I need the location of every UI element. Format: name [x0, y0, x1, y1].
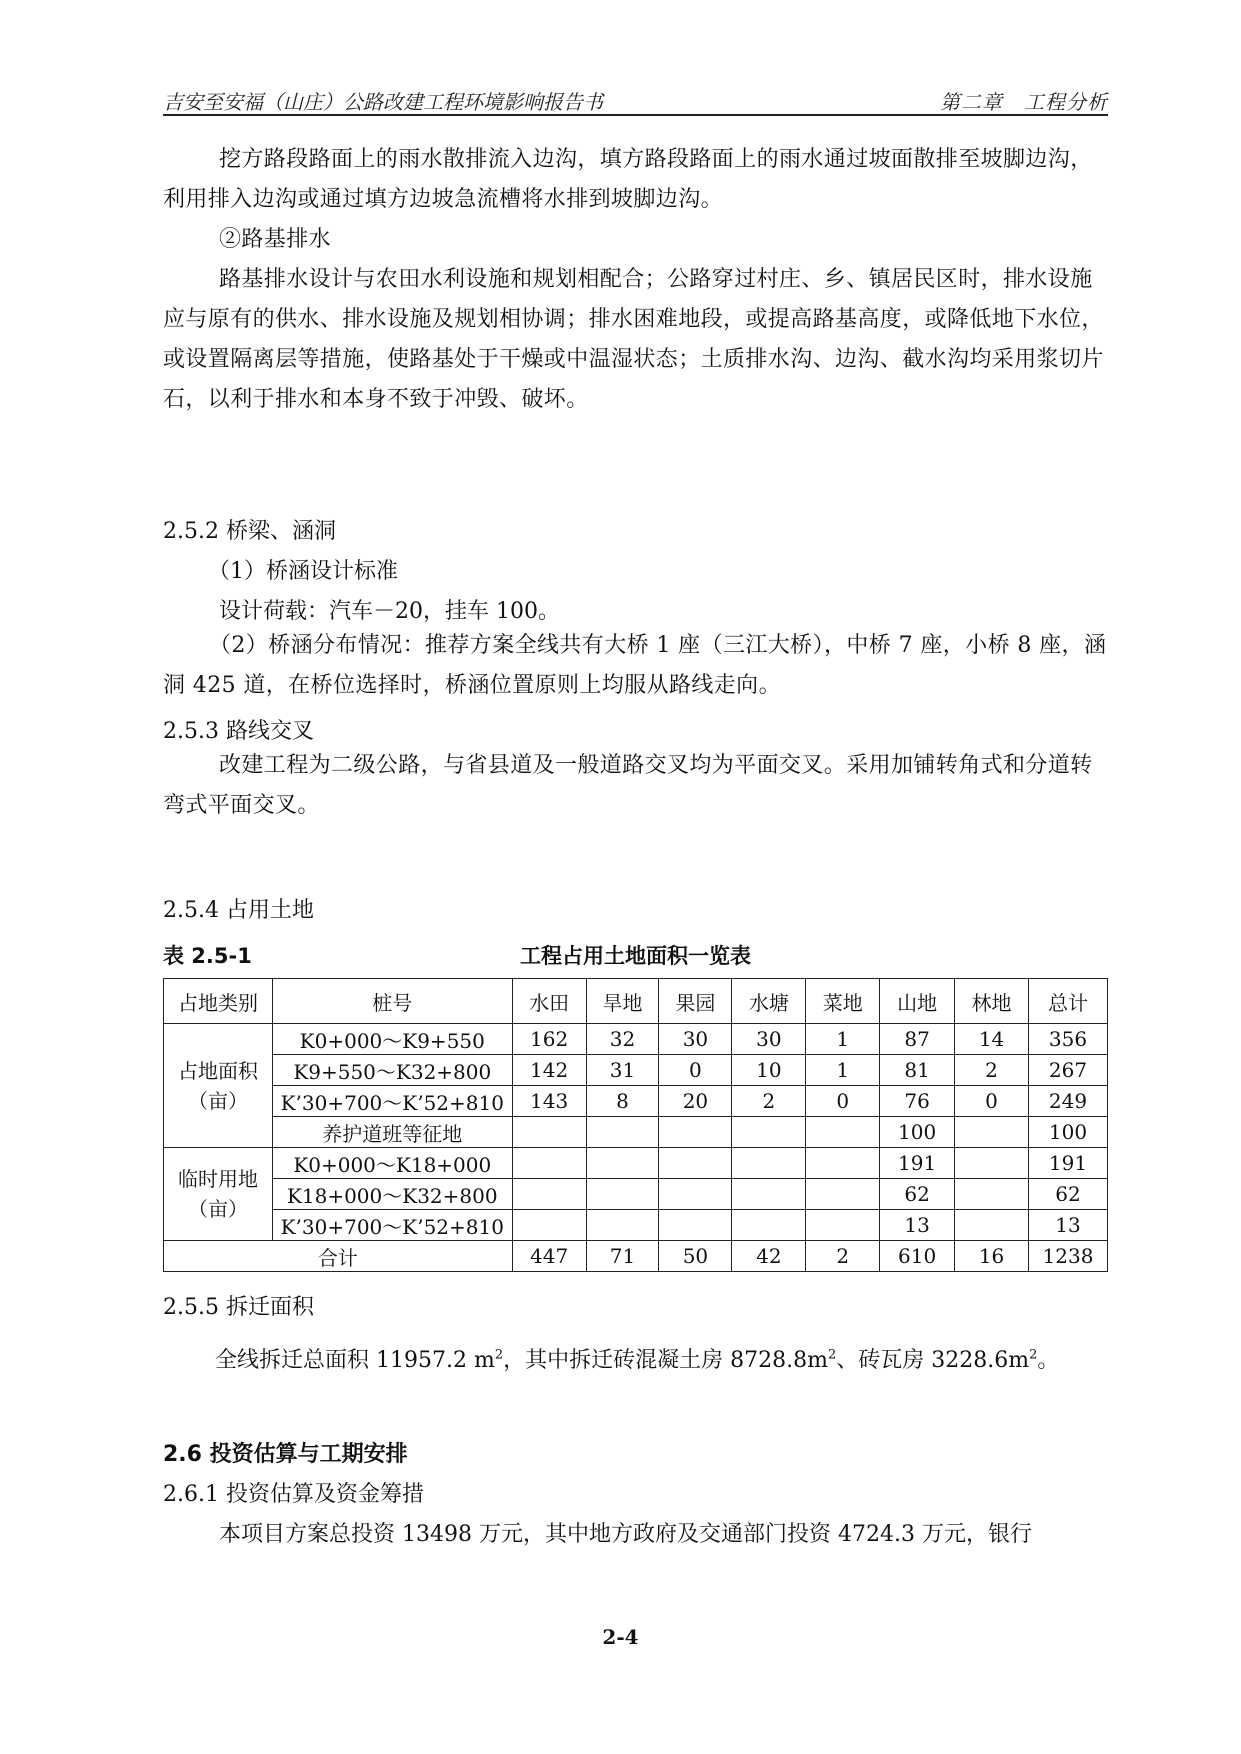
- category-permanent: [164, 1024, 273, 1148]
- table-cell: 32: [586, 1024, 659, 1055]
- table-cell: 1: [806, 1024, 880, 1055]
- superscript-2: 2: [1029, 1347, 1038, 1363]
- table-cell: 191: [1029, 1148, 1108, 1179]
- table-cell: K’30+700～K’52+810: [272, 1086, 512, 1117]
- category-permanent-line1: 占地面积: [177, 1058, 258, 1083]
- table-cell: [955, 1117, 1029, 1148]
- header-title: 吉安至安福（山庄）公路改建工程环境影响报告书: [163, 90, 603, 114]
- table-cell: 42: [732, 1241, 806, 1272]
- header-orchard: 果园: [659, 979, 732, 1024]
- table-cell: [806, 1117, 880, 1148]
- table-row: [164, 1148, 1108, 1179]
- header-rule: [163, 114, 1108, 116]
- table-title: 工程占用土地面积一览表: [520, 944, 751, 968]
- header-forest: 林地: [955, 979, 1029, 1024]
- table-row: [164, 1086, 1108, 1117]
- table-cell: 2: [955, 1055, 1029, 1086]
- table-cell: 249: [1029, 1086, 1108, 1117]
- category-permanent-line2: （亩）: [187, 1088, 248, 1113]
- table-cell: [955, 1148, 1029, 1179]
- header-dryland: 旱地: [586, 979, 659, 1024]
- table-cell: 100: [1029, 1117, 1108, 1148]
- table-cell: [512, 1148, 586, 1179]
- table-cell: 191: [880, 1148, 955, 1179]
- table-cell: 50: [659, 1241, 732, 1272]
- table-cell: 0: [806, 1086, 880, 1117]
- paragraph-road-crossing: 改建工程为二级公路，与省县道及一般道路交叉均为平面交叉。采用加铺转角式和分道转弯式平面交叉。: [163, 753, 1093, 818]
- table-row: [164, 1210, 1108, 1241]
- table-cell: [512, 1179, 586, 1210]
- header-station: 桩号: [272, 979, 512, 1024]
- table-cell: [659, 1148, 732, 1179]
- table-cell: 20: [659, 1086, 732, 1117]
- table-cell: [659, 1117, 732, 1148]
- table-cell: 87: [880, 1024, 955, 1055]
- table-cell: [955, 1210, 1029, 1241]
- table-cell: [659, 1210, 732, 1241]
- table-row: [164, 1055, 1108, 1086]
- table-cell: 81: [880, 1055, 955, 1086]
- table-cell: [659, 1179, 732, 1210]
- item-bridge-design-standard: （1）桥涵设计标准: [208, 559, 398, 584]
- table-cell: K9+550～K32+800: [272, 1055, 512, 1086]
- table-cell: [512, 1210, 586, 1241]
- table-cell: 100: [880, 1117, 955, 1148]
- table-cell: 1238: [1029, 1241, 1108, 1272]
- table-cell: 30: [732, 1024, 806, 1055]
- paragraph-demolition-area: [215, 1343, 1059, 1374]
- table-cell: 267: [1029, 1055, 1108, 1086]
- table-cell: K0+000～K9+550: [272, 1024, 512, 1055]
- section-2-5-2-heading: 2.5.2 桥梁、涵洞: [163, 519, 336, 544]
- table-cell: [806, 1179, 880, 1210]
- table-cell: [586, 1179, 659, 1210]
- table-label: 表 2.5-1: [163, 944, 252, 968]
- table-cell: 143: [512, 1086, 586, 1117]
- table-cell: 1: [806, 1055, 880, 1086]
- table-cell: 610: [880, 1241, 955, 1272]
- table-cell: 76: [880, 1086, 955, 1117]
- table-cell: 13: [1029, 1210, 1108, 1241]
- table-cell: 0: [955, 1086, 1029, 1117]
- table-cell: 8: [586, 1086, 659, 1117]
- table-row: [164, 1024, 1108, 1055]
- table-cell: 30: [659, 1024, 732, 1055]
- table-cell: 447: [512, 1241, 586, 1272]
- table-cell: [732, 1117, 806, 1148]
- header-vegetable: 菜地: [806, 979, 880, 1024]
- table-cell: 142: [512, 1055, 586, 1086]
- header-total: 总计: [1029, 979, 1108, 1024]
- table-cell: 2: [732, 1086, 806, 1117]
- table-cell: 62: [1029, 1179, 1108, 1210]
- demolition-text-1: 全线拆迁总面积 11957.2 m: [215, 1348, 495, 1373]
- paragraph-investment: 本项目方案总投资 13498 万元，其中地方政府及交通部门投资 4724.3 万元，银行: [219, 1522, 1032, 1547]
- section-2-6-heading: 2.6 投资估算与工期安排: [163, 1442, 408, 1467]
- category-temporary: [164, 1148, 273, 1241]
- table-cell: K’30+700～K’52+810: [272, 1210, 512, 1241]
- table-row: [164, 1179, 1108, 1210]
- header-hill: 山地: [880, 979, 955, 1024]
- table-cell: 62: [880, 1179, 955, 1210]
- header-pond: 水塘: [732, 979, 806, 1024]
- total-label: 合计: [164, 1241, 513, 1272]
- superscript-2: 2: [827, 1347, 837, 1363]
- demolition-text-4: 。: [1037, 1348, 1060, 1373]
- table-cell: K0+000～K18+000: [272, 1148, 512, 1179]
- table-cell: 2: [806, 1241, 880, 1272]
- section-2-5-4-heading: 2.5.4 占用土地: [163, 898, 314, 923]
- table-cell: 0: [659, 1055, 732, 1086]
- table-cell: K18+000～K32+800: [272, 1179, 512, 1210]
- table-cell: [732, 1179, 806, 1210]
- category-temporary-line2: （亩）: [187, 1197, 248, 1221]
- section-2-5-3-heading: 2.5.3 路线交叉: [163, 719, 314, 744]
- header-category: 占地类别: [164, 979, 273, 1024]
- table-row: [164, 1117, 1108, 1148]
- table-cell: 356: [1029, 1024, 1108, 1055]
- superscript-2: 2: [494, 1347, 504, 1363]
- land-use-table: [163, 978, 1108, 1272]
- demolition-text-3: 、砖瓦房 3228.6m: [836, 1348, 1030, 1373]
- header-chapter: 第二章 工程分析: [940, 90, 1108, 114]
- table-cell: [955, 1179, 1029, 1210]
- paragraph-surface-drainage: 挖方路段路面上的雨水散排流入边沟，填方路段路面上的雨水通过坡面散排至坡脚边沟，利用排入边沟或通过填方边坡急流槽将水排到坡脚边沟。: [163, 147, 1093, 212]
- paragraph-subgrade-drainage: 路基排水设计与农田水利设施和规划相配合；公路穿过村庄、乡、镇居民区时，排水设施应与原有的供水、排水设施及规划相协调；排水困难地段，或提高路基高度，或降低地下水位，或设置隔离层等措施，使路基处于干燥或中温湿状态；土质排水沟、边沟、截水沟均采用浆切片石，以利于排水和本身不致于冲毁、破坏。: [163, 267, 1104, 412]
- section-2-5-5-heading: 2.5.5 拆迁面积: [163, 1295, 314, 1320]
- table-cell: 16: [955, 1241, 1029, 1272]
- table-total-row: [164, 1241, 1108, 1272]
- item-subgrade-drainage: ②路基排水: [219, 227, 332, 252]
- table-cell: [806, 1210, 880, 1241]
- table-cell: [586, 1117, 659, 1148]
- section-2-6-1-heading: 2.6.1 投资估算及资金筹措: [163, 1482, 424, 1507]
- table-cell: [586, 1210, 659, 1241]
- table-cell: 13: [880, 1210, 955, 1241]
- page-number: 2-4: [602, 1625, 639, 1649]
- table-header-row: [164, 979, 1108, 1024]
- page-header: [163, 86, 1108, 116]
- paragraph-design-load: 设计荷载：汽车－20，挂车 100。: [219, 599, 560, 624]
- table-cell: [512, 1117, 586, 1148]
- table-cell: 71: [586, 1241, 659, 1272]
- table-cell: 31: [586, 1055, 659, 1086]
- table-cell: [806, 1148, 880, 1179]
- table-cell: [732, 1210, 806, 1241]
- header-paddy: 水田: [512, 979, 586, 1024]
- table-cell: [732, 1148, 806, 1179]
- table-cell: 14: [955, 1024, 1029, 1055]
- paragraph-bridge-distribution: （2）桥涵分布情况：推荐方案全线共有大桥 1 座（三江大桥），中桥 7 座，小桥 8 座，涵洞 425 道，在桥位选择时，桥涵位置原则上均服从路线走向。: [163, 633, 1107, 698]
- table-cell: 162: [512, 1024, 586, 1055]
- demolition-text-2: ，其中拆迁砖混凝土房 8728.8m: [503, 1348, 828, 1373]
- table-cell: 10: [732, 1055, 806, 1086]
- table-cell: [586, 1148, 659, 1179]
- table-cell: 养护道班等征地: [272, 1117, 512, 1148]
- category-temporary-line1: 临时用地: [177, 1167, 258, 1191]
